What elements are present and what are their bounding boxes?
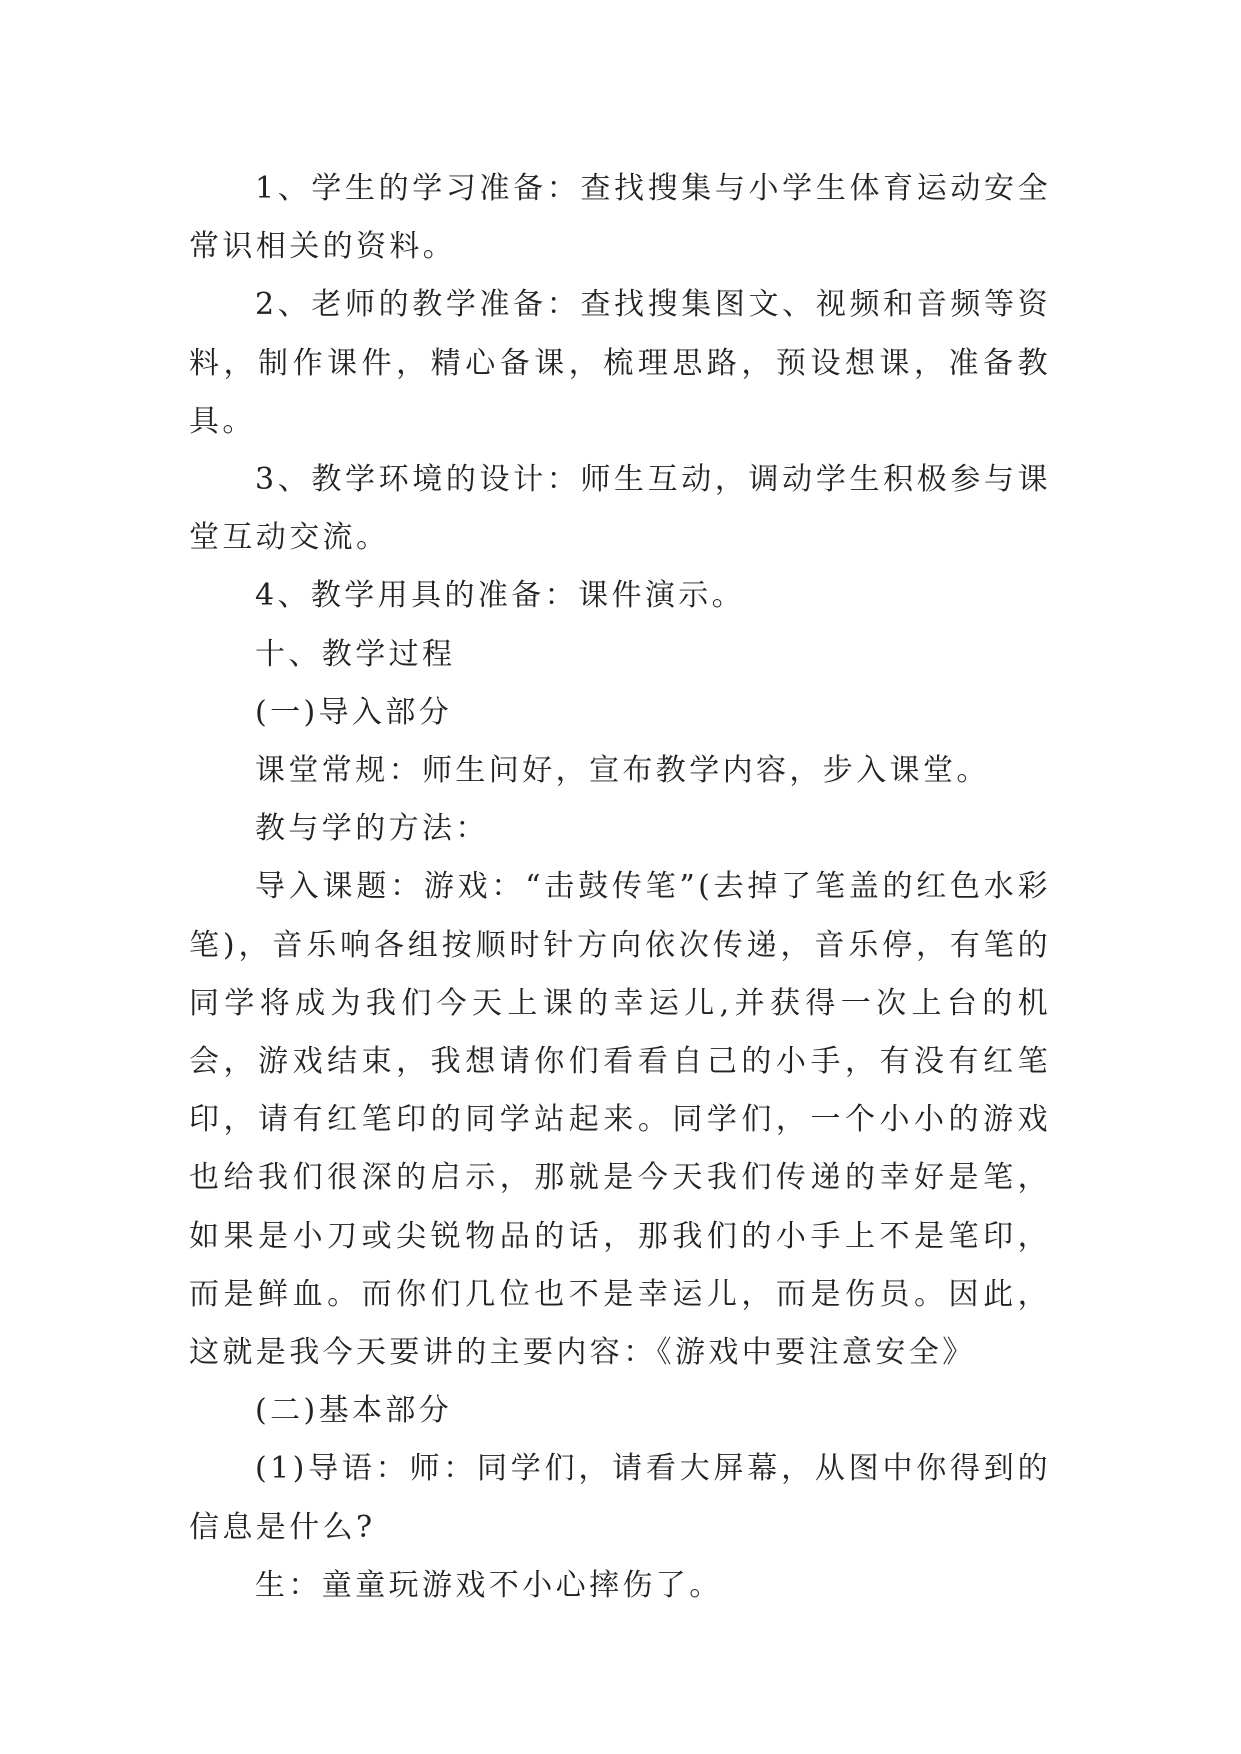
- section-heading-teaching-process: 十、教学过程: [255, 636, 456, 672]
- paragraph-teacher-preparation: 2、老师的教学准备：查找搜集图文、视频和音频等资料，制作课件，精心备课，梳理思路，预设想课，准备教具。: [189, 287, 1051, 439]
- paragraph-methods-label: 教与学的方法：: [255, 811, 489, 847]
- paragraph-student-answer: 生：童童玩游戏不小心摔伤了。: [255, 1567, 723, 1603]
- document-body: [189, 160, 1051, 1615]
- subsection-heading-introduction: (一)导入部分: [255, 694, 453, 730]
- paragraph-guided-question: (1)导语：师：同学们，请看大屏幕，从图中你得到的信息是什么?: [189, 1451, 1051, 1545]
- paragraph-class-routine: 课堂常规：师生问好，宣布教学内容，步入课堂。: [255, 753, 990, 789]
- subsection-heading-basic-part: (二)基本部分: [255, 1393, 453, 1429]
- paragraph-teaching-tools: 4、教学用具的准备：课件演示。: [255, 578, 746, 614]
- paragraph-student-preparation: 1、学生的学习准备：查找搜集与小学生体育运动安全常识相关的资料。: [189, 171, 1051, 265]
- paragraph-environment-design: 3、教学环境的设计：师生互动，调动学生积极参与课堂互动交流。: [189, 462, 1051, 556]
- paragraph-topic-introduction: 导入课题：游戏：“击鼓传笔”(去掉了笔盖的红色水彩笔)，音乐响各组按顺时针方向依次传递，音乐停，有笔的同学将成为我们今天上课的幸运儿,并获得一次上台的机会，游戏结束，我想请你们看看自己的小手，有没有红笔印，请有红笔印的同学站起来。同学们，一个小小的游戏也给我们很深的启示，那就是今天我们传递的幸好是笔，如果是小刀或尖锐物品的话，那我们的小手上不是笔印，而是鲜血。而你们几位也不是幸运儿，而是伤员。因此，这就是我今天要讲的主要内容：《游戏中要注意安全》: [189, 869, 1051, 1371]
